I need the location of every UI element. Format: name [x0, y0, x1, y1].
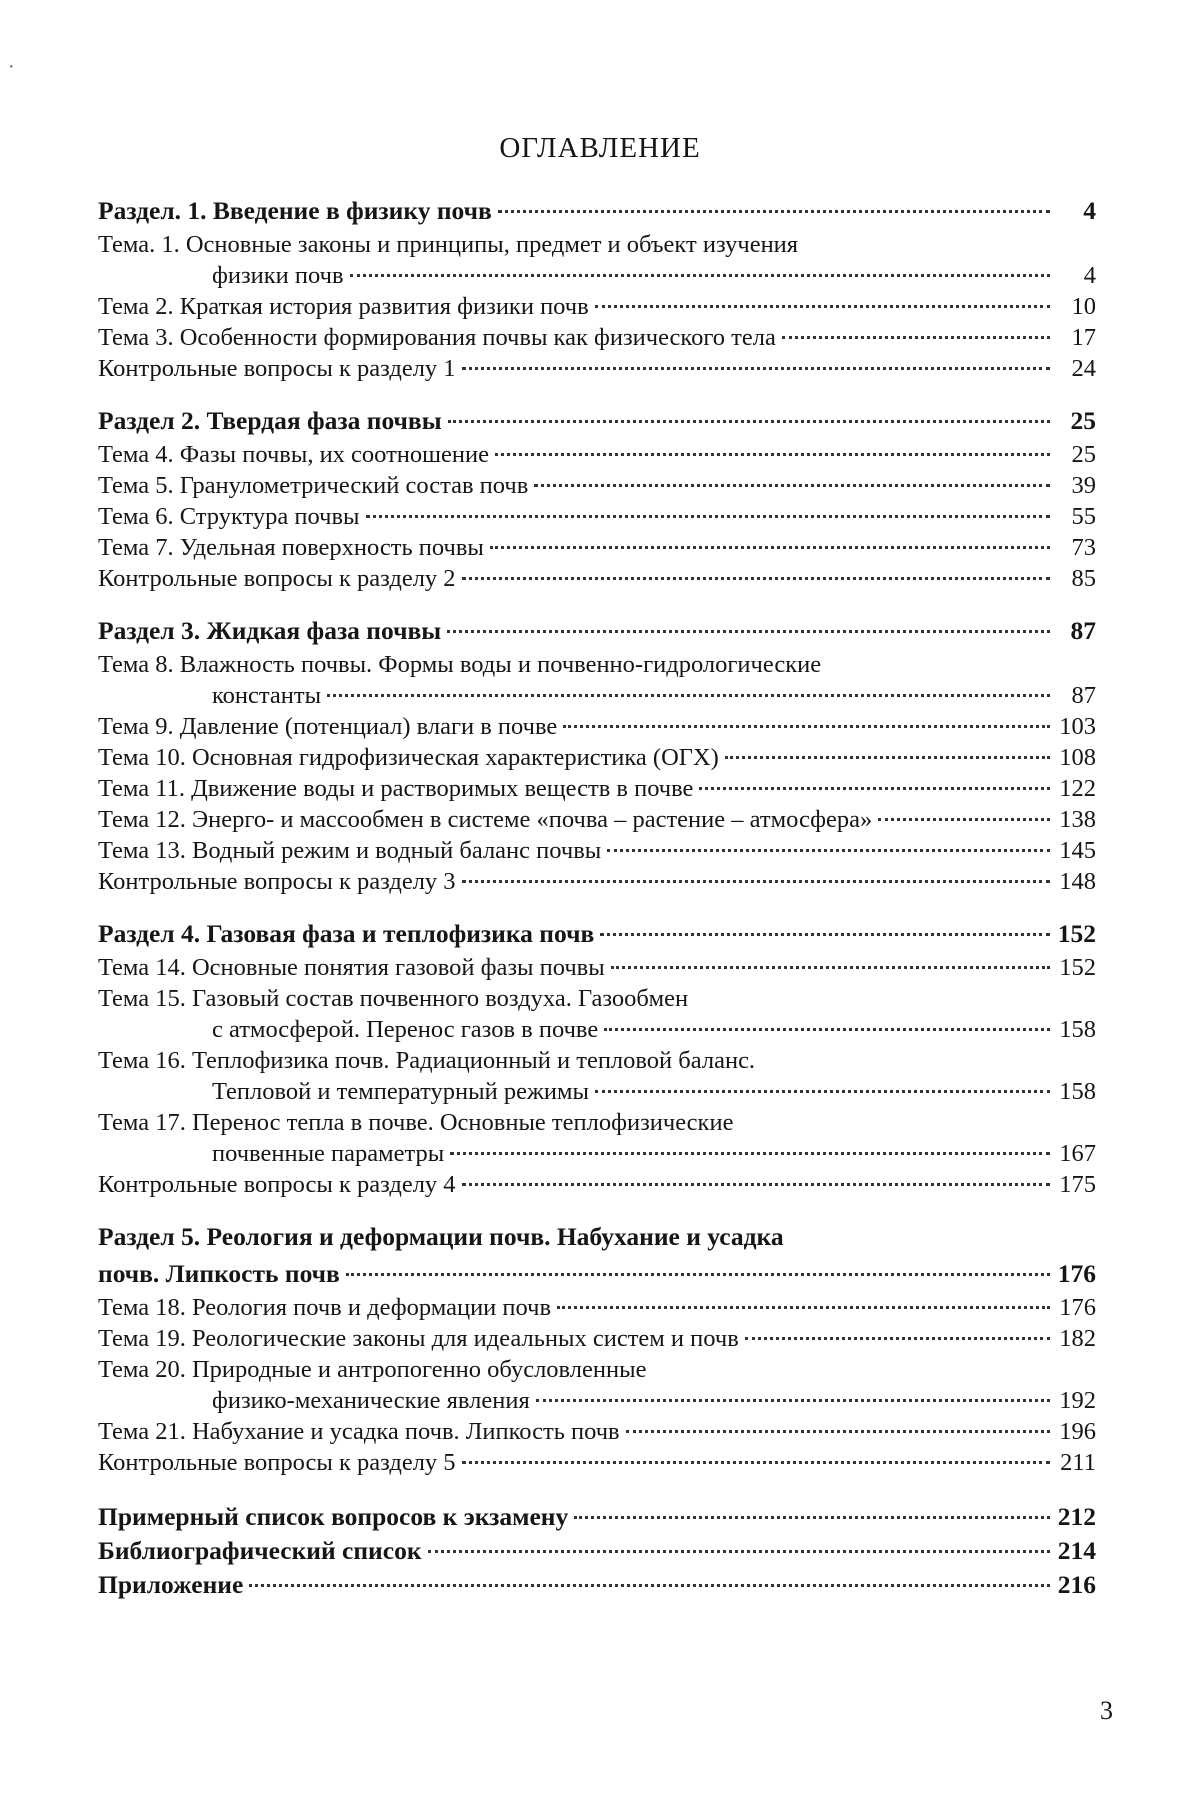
- toc-page-number: 39: [1071, 472, 1096, 499]
- toc-page-number: 138: [1059, 806, 1096, 833]
- toc-dot-leader: [534, 484, 1050, 487]
- toc-entry-title: Тема 15. Газовый состав почвенного воздуха. Газообмен: [98, 985, 689, 1012]
- toc-entry-title: почв. Липкость почв: [98, 1259, 340, 1288]
- toc-topic-entry: [98, 866, 1096, 897]
- toc-topic-entry: [98, 1169, 1096, 1200]
- toc-entry-title: Тема 14. Основные понятия газовой фазы почвы: [98, 954, 605, 981]
- toc-entry-title: физики почв: [212, 262, 344, 289]
- toc-topic-entry: [98, 229, 1096, 260]
- toc-topic-entry: [98, 649, 1096, 680]
- toc-topic-entry: [98, 322, 1096, 353]
- toc-entry-title: Тема 3. Особенности формирования почвы как физического тела: [98, 324, 776, 351]
- toc-dot-leader: [611, 966, 1050, 969]
- toc-page-number: 216: [1057, 1570, 1096, 1599]
- toc-entry-title: Тема 11. Движение воды и растворимых веществ в почве: [98, 775, 694, 802]
- toc-section-entry: [98, 192, 1096, 229]
- toc-page-number: 145: [1059, 837, 1096, 864]
- toc-dot-leader: [563, 725, 1050, 728]
- toc-page-number: 4: [1083, 262, 1096, 289]
- toc-topic-entry: [98, 804, 1096, 835]
- toc-page-number: 17: [1071, 324, 1096, 351]
- toc-topic-entry: [98, 1323, 1096, 1354]
- toc-entry-title: Тема 16. Теплофизика почв. Радиационный и тепловой баланс.: [98, 1047, 756, 1074]
- toc-entry-title: Тема 10. Основная гидрофизическая характеристика (ОГХ): [98, 744, 719, 771]
- toc-entry-title: Контрольные вопросы к разделу 5: [98, 1449, 456, 1476]
- toc-dot-leader: [366, 515, 1051, 518]
- page-number: 3: [1100, 1696, 1113, 1725]
- toc-entry-title: Приложение: [98, 1570, 244, 1599]
- toc-dot-leader: [350, 274, 1050, 277]
- toc-topic-entry: [98, 1416, 1096, 1447]
- toc-appendix-entry: [98, 1500, 1096, 1534]
- toc-dot-leader: [745, 1337, 1050, 1340]
- toc-entry-title: Тема. 1. Основные законы и принципы, предмет и объект изучения: [98, 231, 799, 258]
- toc-entry-title: Контрольные вопросы к разделу 1: [98, 355, 456, 382]
- toc-dot-leader: [249, 1584, 1050, 1587]
- toc-section-entry: [98, 612, 1096, 649]
- toc-dot-leader: [450, 1152, 1050, 1155]
- toc-topic-entry: [98, 1447, 1096, 1478]
- toc-page-number: 158: [1059, 1078, 1096, 1105]
- toc-entry-title: Тема 12. Энерго- и массообмен в системе «почва – растение – атмосфера»: [98, 806, 873, 833]
- toc-page-number: 73: [1071, 534, 1096, 561]
- toc-entry-title: Раздел 5. Реология и деформации почв. Набухание и усадка: [98, 1222, 784, 1251]
- toc-page-number: 122: [1059, 775, 1096, 802]
- toc-entry-title: с атмосферой. Перенос газов в почве: [212, 1016, 599, 1043]
- toc-topic-entry: [98, 1076, 1096, 1107]
- page-title: ОГЛАВЛЕНИЕ: [499, 132, 701, 164]
- toc-dot-leader: [600, 933, 1050, 936]
- toc-dot-leader: [447, 630, 1050, 633]
- toc-topic-entry: [98, 742, 1096, 773]
- toc-topic-entry: [98, 773, 1096, 804]
- toc-dot-leader: [557, 1306, 1050, 1309]
- toc-dot-leader: [595, 1090, 1050, 1093]
- toc-page-number: 176: [1057, 1259, 1096, 1288]
- toc-dot-leader: [462, 1183, 1050, 1186]
- toc-topic-entry: [98, 1138, 1096, 1169]
- toc-dot-leader: [725, 756, 1050, 759]
- toc-topic-entry: [98, 1045, 1096, 1076]
- toc-topic-entry: [98, 680, 1096, 711]
- toc-entry-title: Контрольные вопросы к разделу 3: [98, 868, 456, 895]
- toc-section-entry: [98, 402, 1096, 439]
- toc-page-number: 87: [1071, 682, 1096, 709]
- toc-topic-entry: [98, 501, 1096, 532]
- toc-dot-leader: [699, 787, 1050, 790]
- toc-page-number: 212: [1057, 1502, 1096, 1531]
- toc-entry-title: Тема 21. Набухание и усадка почв. Липкость почв: [98, 1418, 620, 1445]
- toc-dot-leader: [498, 210, 1050, 213]
- toc-page-number: 25: [1070, 406, 1096, 435]
- toc-entry-title: константы: [212, 682, 322, 709]
- toc-dot-leader: [607, 849, 1050, 852]
- toc-entry-title: Тема 20. Природные и антропогенно обусловленные: [98, 1356, 647, 1383]
- toc-topic-entry: [98, 563, 1096, 594]
- toc-page-number: 148: [1059, 868, 1096, 895]
- toc-entry-title: Тема 18. Реология почв и деформации почв: [98, 1294, 552, 1321]
- toc-dot-leader: [574, 1516, 1050, 1519]
- toc-page-number: 103: [1059, 713, 1096, 740]
- toc-entry-title: Раздел 2. Твердая фаза почвы: [98, 406, 442, 435]
- toc-dot-leader: [462, 880, 1050, 883]
- toc-page-number: 175: [1059, 1171, 1096, 1198]
- toc-entry-title: Тема 9. Давление (потенциал) влаги в почве: [98, 713, 558, 740]
- toc-page-number: 192: [1059, 1387, 1096, 1414]
- toc-entry-title: Тема 7. Удельная поверхность почвы: [98, 534, 484, 561]
- toc-dot-leader: [782, 336, 1050, 339]
- toc-section-entry: [98, 915, 1096, 952]
- toc-page-number: 214: [1057, 1536, 1096, 1565]
- toc-page-number: 24: [1071, 355, 1096, 382]
- toc-entry-title: Тема 17. Перенос тепла в почве. Основные теплофизические: [98, 1109, 734, 1136]
- toc-topic-entry: [98, 1385, 1096, 1416]
- toc-topic-entry: [98, 983, 1096, 1014]
- toc-appendix-entry: [98, 1568, 1096, 1602]
- toc-page-number: 196: [1059, 1418, 1096, 1445]
- toc-dot-leader: [495, 453, 1050, 456]
- toc-entry-title: Контрольные вопросы к разделу 2: [98, 565, 456, 592]
- toc-topic-entry: [98, 532, 1096, 563]
- toc-topic-entry: [98, 353, 1096, 384]
- toc-entry-title: Тепловой и температурный режимы: [212, 1078, 589, 1105]
- toc-page-number: 25: [1071, 441, 1096, 468]
- toc-topic-entry: [98, 1014, 1096, 1045]
- toc-topic-entry: [98, 952, 1096, 983]
- toc-topic-entry: [98, 1292, 1096, 1323]
- toc-dot-leader: [536, 1399, 1050, 1402]
- toc-page-number: 152: [1059, 954, 1096, 981]
- toc-topic-entry: [98, 1107, 1096, 1138]
- toc-topic-entry: [98, 291, 1096, 322]
- toc-dot-leader: [462, 577, 1050, 580]
- toc-entry-title: Контрольные вопросы к разделу 4: [98, 1171, 456, 1198]
- toc-entry-title: почвенные параметры: [212, 1140, 445, 1167]
- toc-dot-leader: [448, 420, 1050, 423]
- toc-page-number: 85: [1071, 565, 1096, 592]
- toc-dot-leader: [346, 1273, 1050, 1276]
- toc-section-entry: [98, 1255, 1096, 1292]
- toc-page-number: 55: [1071, 503, 1096, 530]
- toc-page-number: 10: [1071, 293, 1096, 320]
- toc-entry-title: Тема 13. Водный режим и водный баланс почвы: [98, 837, 602, 864]
- toc-entry-title: физико-механические явления: [212, 1387, 530, 1414]
- toc-dot-leader: [490, 546, 1050, 549]
- toc-page-number: 4: [1083, 196, 1096, 225]
- toc-page-number: 152: [1057, 919, 1096, 948]
- toc-dot-leader: [878, 818, 1050, 821]
- toc-entry-title: Примерный список вопросов к экзамену: [98, 1502, 569, 1531]
- toc-entry-title: Тема 4. Фазы почвы, их соотношение: [98, 441, 490, 468]
- toc-page-number: 87: [1070, 616, 1096, 645]
- toc-entry-title: Раздел 3. Жидкая фаза почвы: [98, 616, 442, 645]
- toc-topic-entry: [98, 835, 1096, 866]
- toc-section-entry: [98, 1218, 1096, 1255]
- toc-page-number: 211: [1060, 1449, 1096, 1476]
- toc-entry-title: Раздел 4. Газовая фаза и теплофизика почв: [98, 919, 595, 948]
- toc-dot-leader: [462, 1461, 1050, 1464]
- toc-page-number: 108: [1059, 744, 1096, 771]
- toc-entry-title: Тема 19. Реологические законы для идеальных систем и почв: [98, 1325, 739, 1352]
- toc-entry-title: Тема 8. Влажность почвы. Формы воды и почвенно-гидрологические: [98, 651, 822, 678]
- toc-page-number: 167: [1059, 1140, 1096, 1167]
- toc-entry-title: Раздел. 1. Введение в физику почв: [98, 196, 492, 225]
- toc-topic-entry: [98, 470, 1096, 501]
- toc-page-number: 182: [1059, 1325, 1096, 1352]
- toc-appendix-entry: [98, 1534, 1096, 1568]
- toc-dot-leader: [428, 1550, 1050, 1553]
- toc-topic-entry: [98, 260, 1096, 291]
- toc-entry-title: Тема 5. Гранулометрический состав почв: [98, 472, 529, 499]
- toc-dot-leader: [604, 1028, 1050, 1031]
- toc-dot-leader: [595, 305, 1050, 308]
- toc-entry-title: Тема 6. Структура почвы: [98, 503, 360, 530]
- toc-topic-entry: [98, 439, 1096, 470]
- toc-entry-title: Тема 2. Краткая история развития физики почв: [98, 293, 589, 320]
- toc-dot-leader: [327, 694, 1050, 697]
- corner-mark: ·: [8, 56, 15, 78]
- toc-topic-entry: [98, 1354, 1096, 1385]
- table-of-contents: [98, 192, 1096, 1602]
- toc-page-number: 158: [1059, 1016, 1096, 1043]
- toc-entry-title: Библиографический список: [98, 1536, 422, 1565]
- toc-page-number: 176: [1059, 1294, 1096, 1321]
- toc-dot-leader: [462, 367, 1050, 370]
- toc-dot-leader: [626, 1430, 1050, 1433]
- toc-topic-entry: [98, 711, 1096, 742]
